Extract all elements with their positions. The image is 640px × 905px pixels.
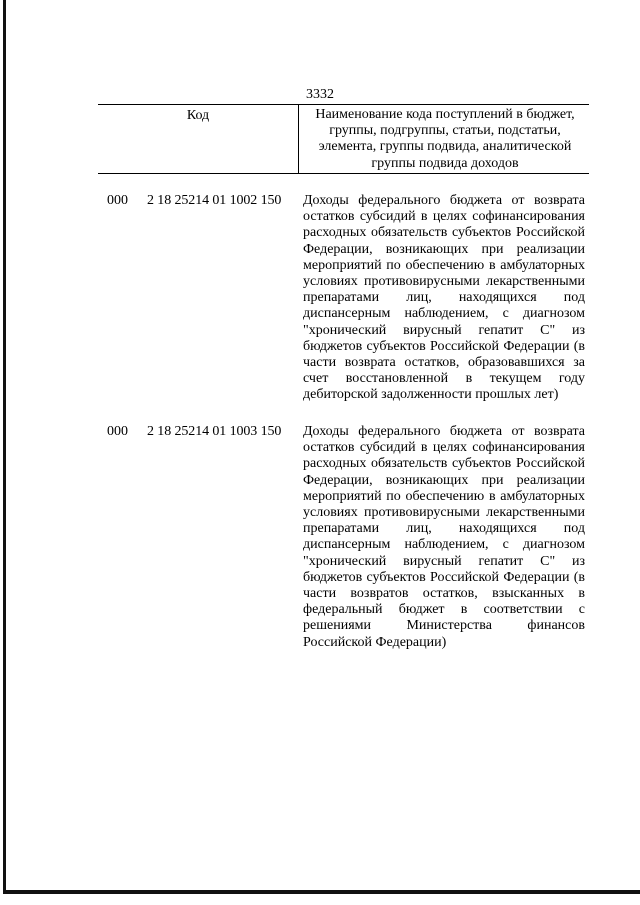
admin-code: 000 — [107, 193, 128, 208]
scan-border-left — [3, 0, 6, 893]
revenue-description: Доходы федерального бюджета от возврата остатков субсидий в целях софинансирования расходных обязательств субъектов Российской Федерации, возникающих при реализации мероприятий по обеспечению в амбулаторных условиях противовирусными лекарственными препаратами лиц, находящихся под диспансерным наблюдением, с диагнозом "хронический вирусный гепатит С" из бюджетов субъектов Российской Федерации (в части возвратов остатков, взысканных в федеральный бюджет в соответствии с решениями Министерства финансов Российской Федерации) — [303, 424, 585, 650]
revenue-code: 2 18 25214 01 1003 150 — [147, 424, 282, 439]
header-name-label: Наименование кода поступлений в бюджет, группы, подгруппы, статьи, подстатьи, элемента, группы подвида, аналитической группы подвида доходов — [315, 107, 575, 171]
scan-border-bottom — [3, 890, 640, 894]
admin-code: 000 — [107, 424, 128, 439]
page-number: 3332 — [306, 87, 334, 102]
column-divider — [298, 105, 299, 173]
header-code-label: Код — [186, 108, 210, 123]
revenue-code: 2 18 25214 01 1002 150 — [147, 193, 282, 208]
revenue-description: Доходы федерального бюджета от возврата остатков субсидий в целях софинансирования расходных обязательств субъектов Российской Федерации, возникающих при реализации мероприятий по обеспечению в амбулаторных условиях противовирусными лекарственными препаратами лиц, находящихся под диспансерным наблюдением, с диагнозом "хронический вирусный гепатит С" из бюджетов субъектов Российской Федерации (в части возврата остатков, образовавшихся за счет восстановленной в текущем году дебиторской задолженности прошлых лет) — [303, 193, 585, 403]
table-header — [98, 104, 589, 174]
